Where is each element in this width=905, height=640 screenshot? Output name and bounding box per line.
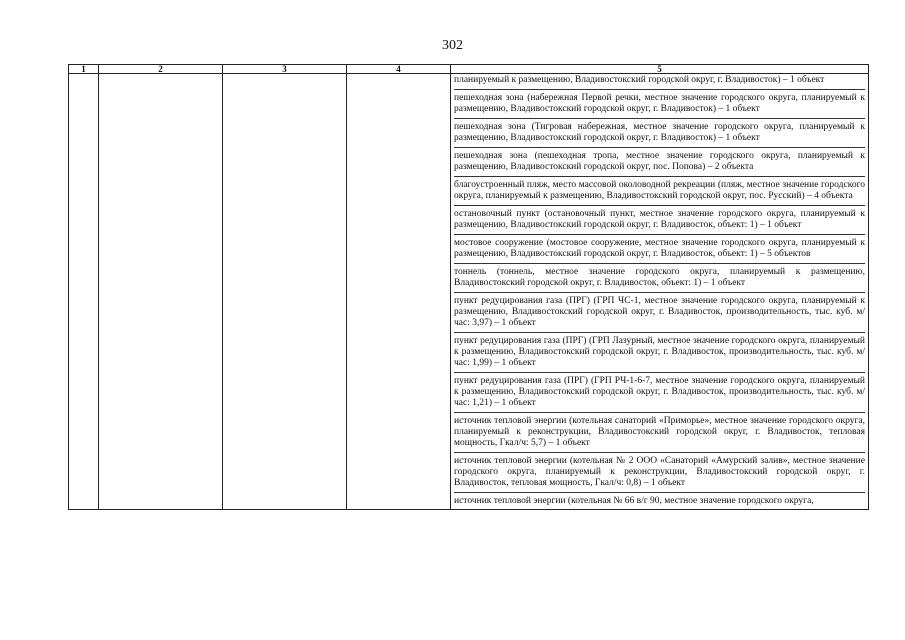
- object-entry: пункт редуцирования газа (ПРГ) (ГРП РЧ-1-6-7, местное значение городского округа, планируемый к размещению, Владивостокский городской округ, г. Владивосток, производительность, тыс. куб. м/час: 1,21) – 1 объект: [454, 372, 865, 412]
- page-number: 302: [442, 38, 463, 53]
- object-entry: источник тепловой энергии (котельная № 66 в/г 90, местное значение городского округа,: [454, 492, 865, 509]
- table-header-row: [69, 65, 869, 74]
- object-entry: пункт редуцирования газа (ПРГ) (ГРП ЧС-1, местное значение городского округа, планируемый к размещению, Владивостокский городской округ, г. Владивосток, производительность, тыс. куб. м/час: 3,97) – 1 объект: [454, 292, 865, 332]
- cell-col-2: [99, 74, 223, 510]
- object-entry: источник тепловой энергии (котельная санаторий «Приморье», местное значение городского округа, планируемый к реконструкции, Владивостокский городской округ, г. Владивосток, тепловая мощность, Гкал/ч: 5,7) – 1 объект: [454, 412, 865, 452]
- table-row: [69, 74, 869, 510]
- document-table: [68, 64, 869, 510]
- cell-col-1: [69, 74, 99, 510]
- object-entry: пешеходная зона (пешеходная тропа, местное значение городского округа, планируемый к размещению, Владивостокский городской округ, пос. Попова) – 2 объекта: [454, 147, 865, 176]
- column-header-5: 5: [451, 65, 869, 74]
- object-entry: остановочный пункт (остановочный пункт, местное значение городского округа, планируемый к размещению, Владивостокский городской округ, г. Владивосток, объект: 1) – 1 объект: [454, 205, 865, 234]
- object-entry: источник тепловой энергии (котельная № 2 ООО «Санаторий «Амурский залив», местное значение городского округа, планируемый к реконструкции, Владивостокский городской округ, г. Владивосток, тепловая мощность, Гкал/ч: 0,8) – 1 объект: [454, 452, 865, 492]
- column-header-4: 4: [347, 65, 451, 74]
- cell-col-3: [223, 74, 347, 510]
- object-entry: тоннель (тоннель, местное значение городского округа, планируемый к размещению, Владивостокский городской округ, г. Владивосток, объект: 1) – 1 объект: [454, 263, 865, 292]
- cell-col-5: [451, 74, 869, 510]
- object-entry: пункт редуцирования газа (ПРГ) (ГРП Лазурный, местное значение городского округа, планируемый к размещению, Владивостокский городской округ, г. Владивосток, производительность, тыс. куб. м/час: 1,99) – 1 объект: [454, 332, 865, 372]
- column-header-2: 2: [99, 65, 223, 74]
- object-entry: пешеходная зона (Тигровая набережная, местное значение городского округа, планируемый к размещению, Владивостокский городской округ, г. Владивосток) – 1 объект: [454, 118, 865, 147]
- object-entry: благоустроенный пляж, место массовой околоводной рекреации (пляж, местное значение городского округа, планируемый к размещению, Владивостокский городской округ, пос. Русский) – 4 объекта: [454, 176, 865, 205]
- column-header-1: 1: [69, 65, 99, 74]
- object-entry: планируемый к размещению, Владивостокский городской округ, г. Владивосток) – 1 объект: [454, 75, 825, 85]
- object-entry: мостовое сооружение (мостовое сооружение, местное значение городского округа, планируемый к размещению, Владивостокский городской округ, г. Владивосток, объект: 1) – 5 объектов: [454, 234, 865, 263]
- object-entry: пешеходная зона (набережная Первой речки, местное значение городского округа, планируемый к размещению, Владивостокский городской округ, г. Владивосток) – 1 объект: [454, 89, 865, 118]
- cell-col-4: [347, 74, 451, 510]
- column-header-3: 3: [223, 65, 347, 74]
